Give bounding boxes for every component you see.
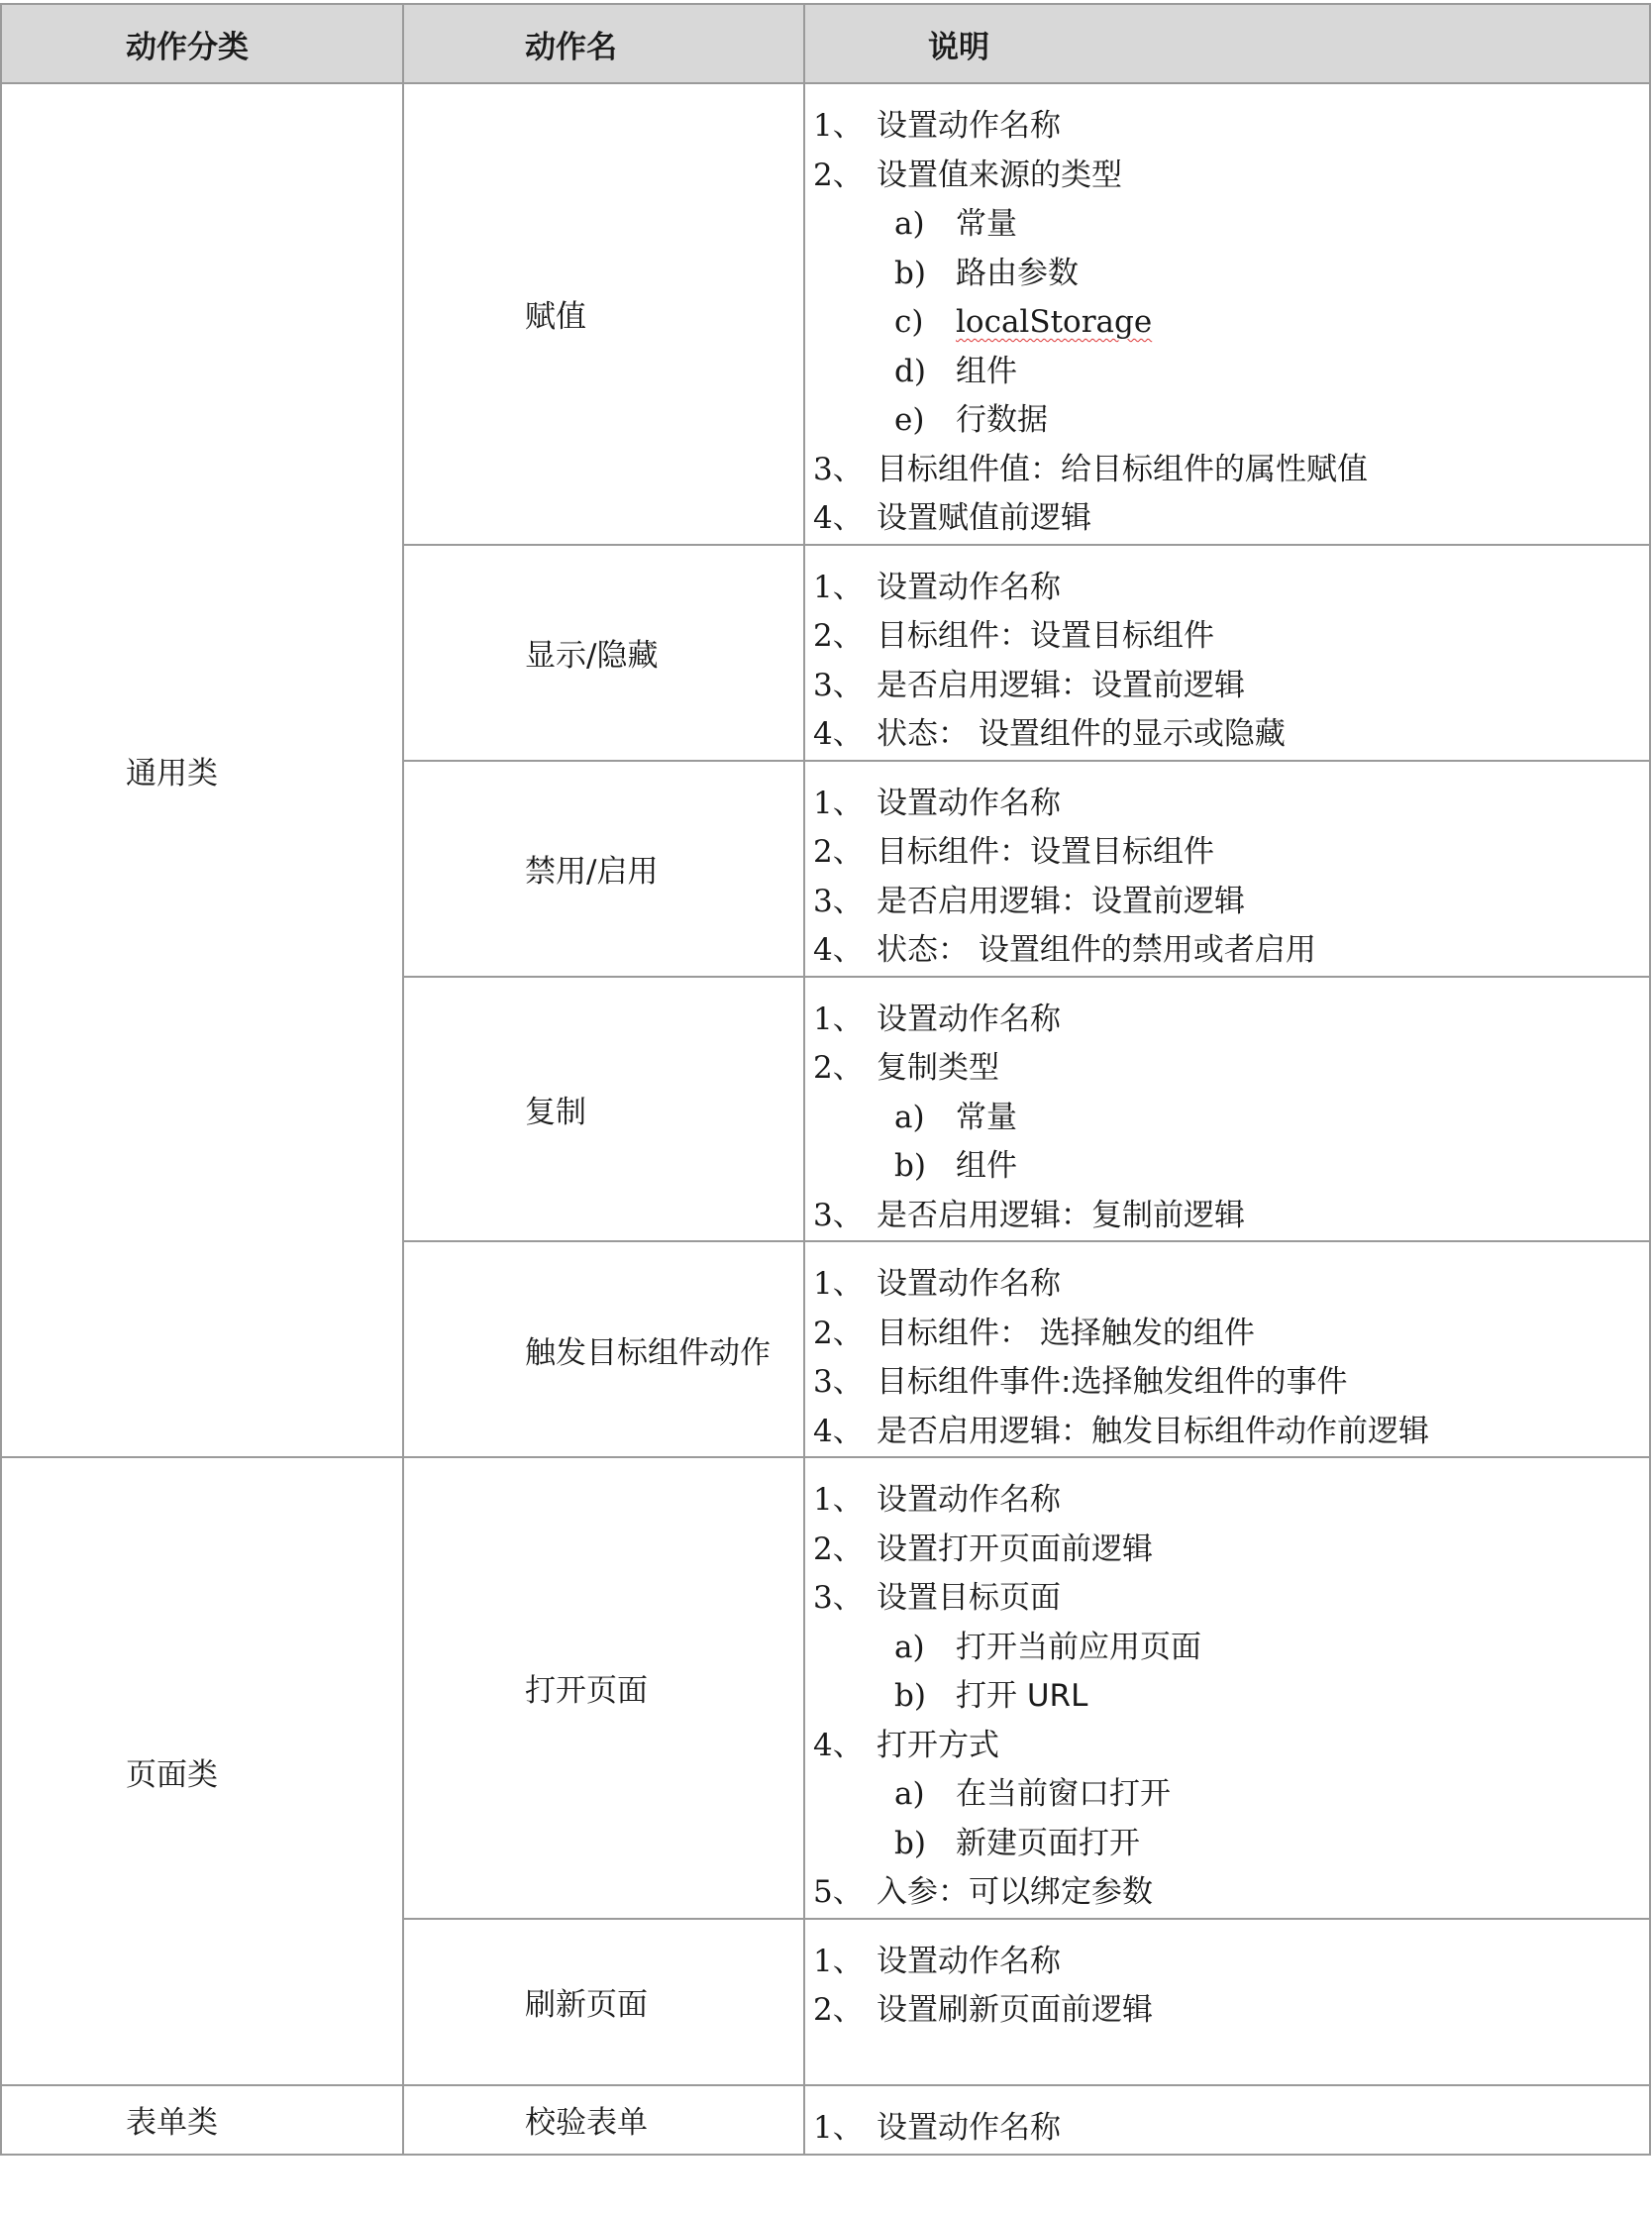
list-item-number: 4、 <box>813 932 864 968</box>
list-item-text: 组件 <box>956 1148 1017 1184</box>
action-name-cell: 赋值 <box>403 83 804 545</box>
list-item-text: 设置赋值前逻辑 <box>877 500 1091 536</box>
list-item-text: 设置打开页面前逻辑 <box>877 1530 1153 1567</box>
list-item-number: a) <box>894 206 925 242</box>
list-item-number: 1、 <box>813 785 864 821</box>
list-item-number: 3、 <box>813 451 864 487</box>
blank-line <box>813 2036 1649 2085</box>
list-item-number: 3、 <box>813 1580 864 1616</box>
action-name-cell: 显示/隐藏 <box>403 545 804 761</box>
list-item <box>813 1526 1649 1575</box>
list-item-number: 2、 <box>813 1530 864 1567</box>
list-item-text: 常量 <box>956 1099 1017 1135</box>
list-item-text: 路由参数 <box>956 255 1079 291</box>
list-item <box>813 1722 1649 1771</box>
list-item-text: 状态： 设置组件的显示或隐藏 <box>877 716 1286 752</box>
list-item-number: b) <box>894 1678 926 1714</box>
list-item-number: 2、 <box>813 1315 864 1351</box>
list-item-number: 1、 <box>813 1001 864 1037</box>
table-row <box>1 2085 1650 2155</box>
list-item <box>813 1574 1649 1624</box>
list-item-number: 3、 <box>813 883 864 919</box>
list-item-text: 打开当前应用页面 <box>956 1629 1201 1665</box>
sub-list-item <box>813 1094 1649 1143</box>
list-item-number: 4、 <box>813 1413 864 1449</box>
list-item-text: 复制类型 <box>877 1050 999 1086</box>
list-item-number: 1、 <box>813 1482 864 1518</box>
list-item-text: 设置动作名称 <box>877 1943 1061 1979</box>
list-item-number: 3、 <box>813 667 864 703</box>
list-item-number: 1、 <box>813 1943 864 1979</box>
description-cell <box>804 761 1650 977</box>
description-cell <box>804 545 1650 761</box>
action-name-cell: 打开页面 <box>403 1457 804 1919</box>
action-table <box>0 3 1651 2156</box>
description-cell <box>804 2085 1650 2155</box>
list-item-text: 是否启用逻辑：触发目标组件动作前逻辑 <box>877 1413 1429 1449</box>
list-item-text: 设置值来源的类型 <box>877 157 1122 193</box>
category-cell: 通用类 <box>1 83 403 1457</box>
table-row <box>1 83 1650 545</box>
list-item-text: 设置动作名称 <box>877 1266 1061 1302</box>
list-item <box>813 2104 1649 2154</box>
list-item <box>813 102 1649 152</box>
list-item-number: 5、 <box>813 1874 864 1910</box>
list-item-number: 2、 <box>813 157 864 193</box>
list-item-text: 是否启用逻辑：复制前逻辑 <box>877 1197 1245 1233</box>
list-item-number: 3、 <box>813 1364 864 1400</box>
list-item-text: localStorage <box>956 304 1153 340</box>
list-item <box>813 1310 1649 1359</box>
list-item-text: 组件 <box>956 353 1017 389</box>
list-item-text: 行数据 <box>956 402 1048 438</box>
list-item <box>813 564 1649 613</box>
list-item-number: c) <box>894 304 924 340</box>
list-item-text: 目标组件： 选择触发的组件 <box>877 1315 1255 1351</box>
list-item <box>813 1408 1649 1457</box>
sub-list-item <box>813 1142 1649 1192</box>
action-name-cell: 触发目标组件动作 <box>403 1241 804 1457</box>
list-item <box>813 996 1649 1045</box>
list-item-text: 状态： 设置组件的禁用或者启用 <box>877 932 1316 968</box>
sub-list-item <box>813 1770 1649 1820</box>
list-item-text: 设置动作名称 <box>877 785 1061 821</box>
list-item-text: 设置动作名称 <box>877 569 1061 605</box>
list-item-number: 2、 <box>813 618 864 654</box>
list-item-number: b) <box>894 1148 926 1184</box>
list-item <box>813 1938 1649 1987</box>
list-item-number: 1、 <box>813 1266 864 1302</box>
list-item-text: 打开方式 <box>877 1727 999 1763</box>
header-category: 动作分类 <box>1 4 403 83</box>
list-item <box>813 662 1649 711</box>
list-item-number: 2、 <box>813 834 864 870</box>
list-item-text: 是否启用逻辑：设置前逻辑 <box>877 883 1245 919</box>
category-cell: 表单类 <box>1 2085 403 2155</box>
list-item-text: 目标组件值：给目标组件的属性赋值 <box>877 451 1368 487</box>
list-item <box>813 1192 1649 1241</box>
list-item <box>813 710 1649 760</box>
list-item-number: 4、 <box>813 716 864 752</box>
sub-list-item <box>813 298 1649 348</box>
list-item <box>813 152 1649 201</box>
list-item-number: 4、 <box>813 500 864 536</box>
list-item-number: e) <box>894 402 925 438</box>
list-item <box>813 1476 1649 1526</box>
list-item-number: 2、 <box>813 1992 864 2028</box>
header-action-name: 动作名 <box>403 4 804 83</box>
list-item <box>813 446 1649 495</box>
list-item-text: 目标组件：设置目标组件 <box>877 618 1214 654</box>
description-cell <box>804 977 1650 1242</box>
description-cell <box>804 1457 1650 1919</box>
list-item-number: b) <box>894 255 926 291</box>
list-item-number: 2、 <box>813 1050 864 1086</box>
action-name-cell: 复制 <box>403 977 804 1242</box>
list-item <box>813 1358 1649 1408</box>
list-item-number: 3、 <box>813 1197 864 1233</box>
list-item-text: 目标组件事件:选择触发组件的事件 <box>877 1364 1348 1400</box>
sub-list-item <box>813 396 1649 446</box>
sub-list-item <box>813 1820 1649 1869</box>
list-item <box>813 926 1649 976</box>
list-item <box>813 612 1649 662</box>
list-item-text: 设置目标页面 <box>877 1580 1061 1616</box>
list-item-text: 设置动作名称 <box>877 2110 1061 2146</box>
list-item-text: 设置动作名称 <box>877 1001 1061 1037</box>
action-name-cell: 刷新页面 <box>403 1919 804 2086</box>
header-description: 说明 <box>804 4 1650 83</box>
description-cell <box>804 1241 1650 1457</box>
sub-list-item <box>813 1624 1649 1673</box>
list-item-number: d) <box>894 353 926 389</box>
table-row <box>1 1457 1650 1919</box>
action-name-cell: 校验表单 <box>403 2085 804 2155</box>
list-item-text: 打开 URL <box>956 1678 1088 1714</box>
description-cell <box>804 1919 1650 2086</box>
list-item-number: a) <box>894 1776 925 1812</box>
list-item-text: 设置刷新页面前逻辑 <box>877 1992 1153 2028</box>
list-item-number: a) <box>894 1099 925 1135</box>
list-item <box>813 494 1649 544</box>
list-item-number: 1、 <box>813 2110 864 2146</box>
list-item-text: 是否启用逻辑：设置前逻辑 <box>877 667 1245 703</box>
list-item-text: 新建页面打开 <box>956 1825 1140 1861</box>
list-item-text: 入参：可以绑定参数 <box>877 1874 1153 1910</box>
list-item <box>813 780 1649 829</box>
list-item-number: a) <box>894 1629 925 1665</box>
list-item-number: 1、 <box>813 108 864 144</box>
sub-list-item <box>813 200 1649 250</box>
category-cell: 页面类 <box>1 1457 403 2085</box>
list-item-text: 目标组件：设置目标组件 <box>877 834 1214 870</box>
sub-list-item <box>813 348 1649 397</box>
description-cell <box>804 83 1650 545</box>
list-item <box>813 1868 1649 1918</box>
header-row <box>1 4 1650 83</box>
list-item-number: b) <box>894 1825 926 1861</box>
list-item-text: 设置动作名称 <box>877 108 1061 144</box>
list-item-text: 常量 <box>956 206 1017 242</box>
list-item-text: 在当前窗口打开 <box>956 1776 1171 1812</box>
list-item-text: 设置动作名称 <box>877 1482 1061 1518</box>
list-item <box>813 828 1649 878</box>
action-name-cell: 禁用/启用 <box>403 761 804 977</box>
sub-list-item <box>813 1672 1649 1722</box>
list-item-number: 1、 <box>813 569 864 605</box>
list-item <box>813 1986 1649 2036</box>
list-item-number: 4、 <box>813 1727 864 1763</box>
sub-list-item <box>813 250 1649 299</box>
table-body <box>1 83 1650 2155</box>
list-item <box>813 1044 1649 1094</box>
list-item <box>813 1260 1649 1310</box>
list-item <box>813 878 1649 927</box>
